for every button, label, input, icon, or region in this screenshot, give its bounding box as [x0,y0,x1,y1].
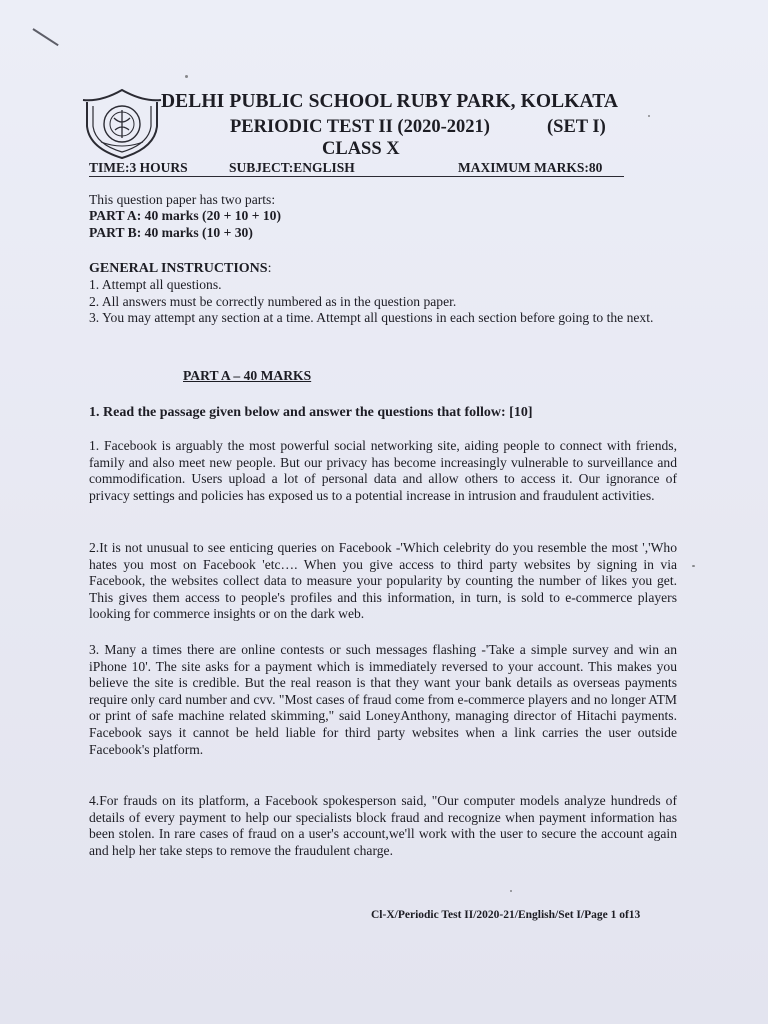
scan-speck [510,890,512,892]
passage-paragraph-2: 2.It is not unusual to see enticing queries on Facebook -'Which celebrity do you resemble the most ','Who hates you most on Facebook 'etc…. When you give access to third party websites by signing in via Facebook, the websites collect data to measure your popularity by counting the number of likes you get. This gives them access to people's profiles and this information, in turn, is sold to e-commerce players looking for commerce insights or on the dark web. [89,540,677,622]
intro-line: This question paper has two parts: [89,192,276,207]
scan-mark [32,28,58,46]
max-marks-label: MAXIMUM MARKS:80 [458,160,603,175]
passage-paragraph-3: 3. Many a times there are online contests or such messages flashing -'Take a simple survey and win an iPhone 10'. The site asks for a payment which is immediately reversed to your account. This makes you believe the site is credible. But the real reason is that they want your bank details as overseas payments require only card number and cvv. "Most cases of fraud come from e-commerce players and no longer ATM or print of safe machine related skimming," said LoneyAnthony, managing director of Hitachi payments. Facebook says it cannot be held liable for third party websites when a link carries the user outside Facebook's platform. [89,642,677,757]
part-a-marks: PART A: 40 marks (20 + 10 + 10) [89,208,281,223]
instruction-item: 3. You may attempt any section at a time. Attempt all questions in each section before going to the next. [89,310,654,325]
scan-speck [692,565,695,567]
subject-label: SUBJECT:ENGLISH [229,160,355,175]
passage-paragraph-4: 4.For frauds on its platform, a Facebook spokesperson said, "Our computer models analyze hundreds of details of every payment to help our specialists block fraud and recognize when payment information has been stolen. In rare cases of fraud on a user's account,we'll work with the user to secure the account again and help her take steps to remove the fraudulent charge. [89,793,677,858]
part-b-marks: PART B: 40 marks (10 + 30) [89,225,253,240]
instruction-item: 1. Attempt all questions. [89,277,222,292]
instruction-item: 2. All answers must be correctly numbered as in the question paper. [89,294,457,309]
header-divider [89,176,624,177]
question-1-prompt: 1. Read the passage given below and answer the questions that follow: [10] [89,405,533,420]
school-crest-icon [79,86,165,160]
instructions-heading-colon: : [267,261,272,276]
time-label: TIME:3 HOURS [89,160,188,175]
scan-speck [648,115,650,117]
instructions-heading [89,261,271,278]
set-label: (SET I) [547,117,606,137]
page-footer: Cl-X/Periodic Test II/2020-21/English/Set I/Page 1 of13 [371,909,641,921]
scan-speck [185,75,188,78]
passage-paragraph-1: 1. Facebook is arguably the most powerful social networking site, aiding people to connect with friends, family and also meet new people. But our privacy has become increasingly vulnerable to surveillance and commodification. Users upload a lot of personal data and allow others to access it. Our ignorance of privacy settings and policies has exposed us to a potential increase in intrusion and fraudulent activities. [89,438,677,503]
part-a-heading: PART A – 40 MARKS [183,368,312,383]
instructions-heading-text: GENERAL INSTRUCTIONS [89,261,268,276]
school-name: DELHI PUBLIC SCHOOL RUBY PARK, KOLKATA [161,91,619,112]
class-label: CLASS X [322,139,400,159]
test-title: PERIODIC TEST II (2020-2021) [230,117,490,137]
